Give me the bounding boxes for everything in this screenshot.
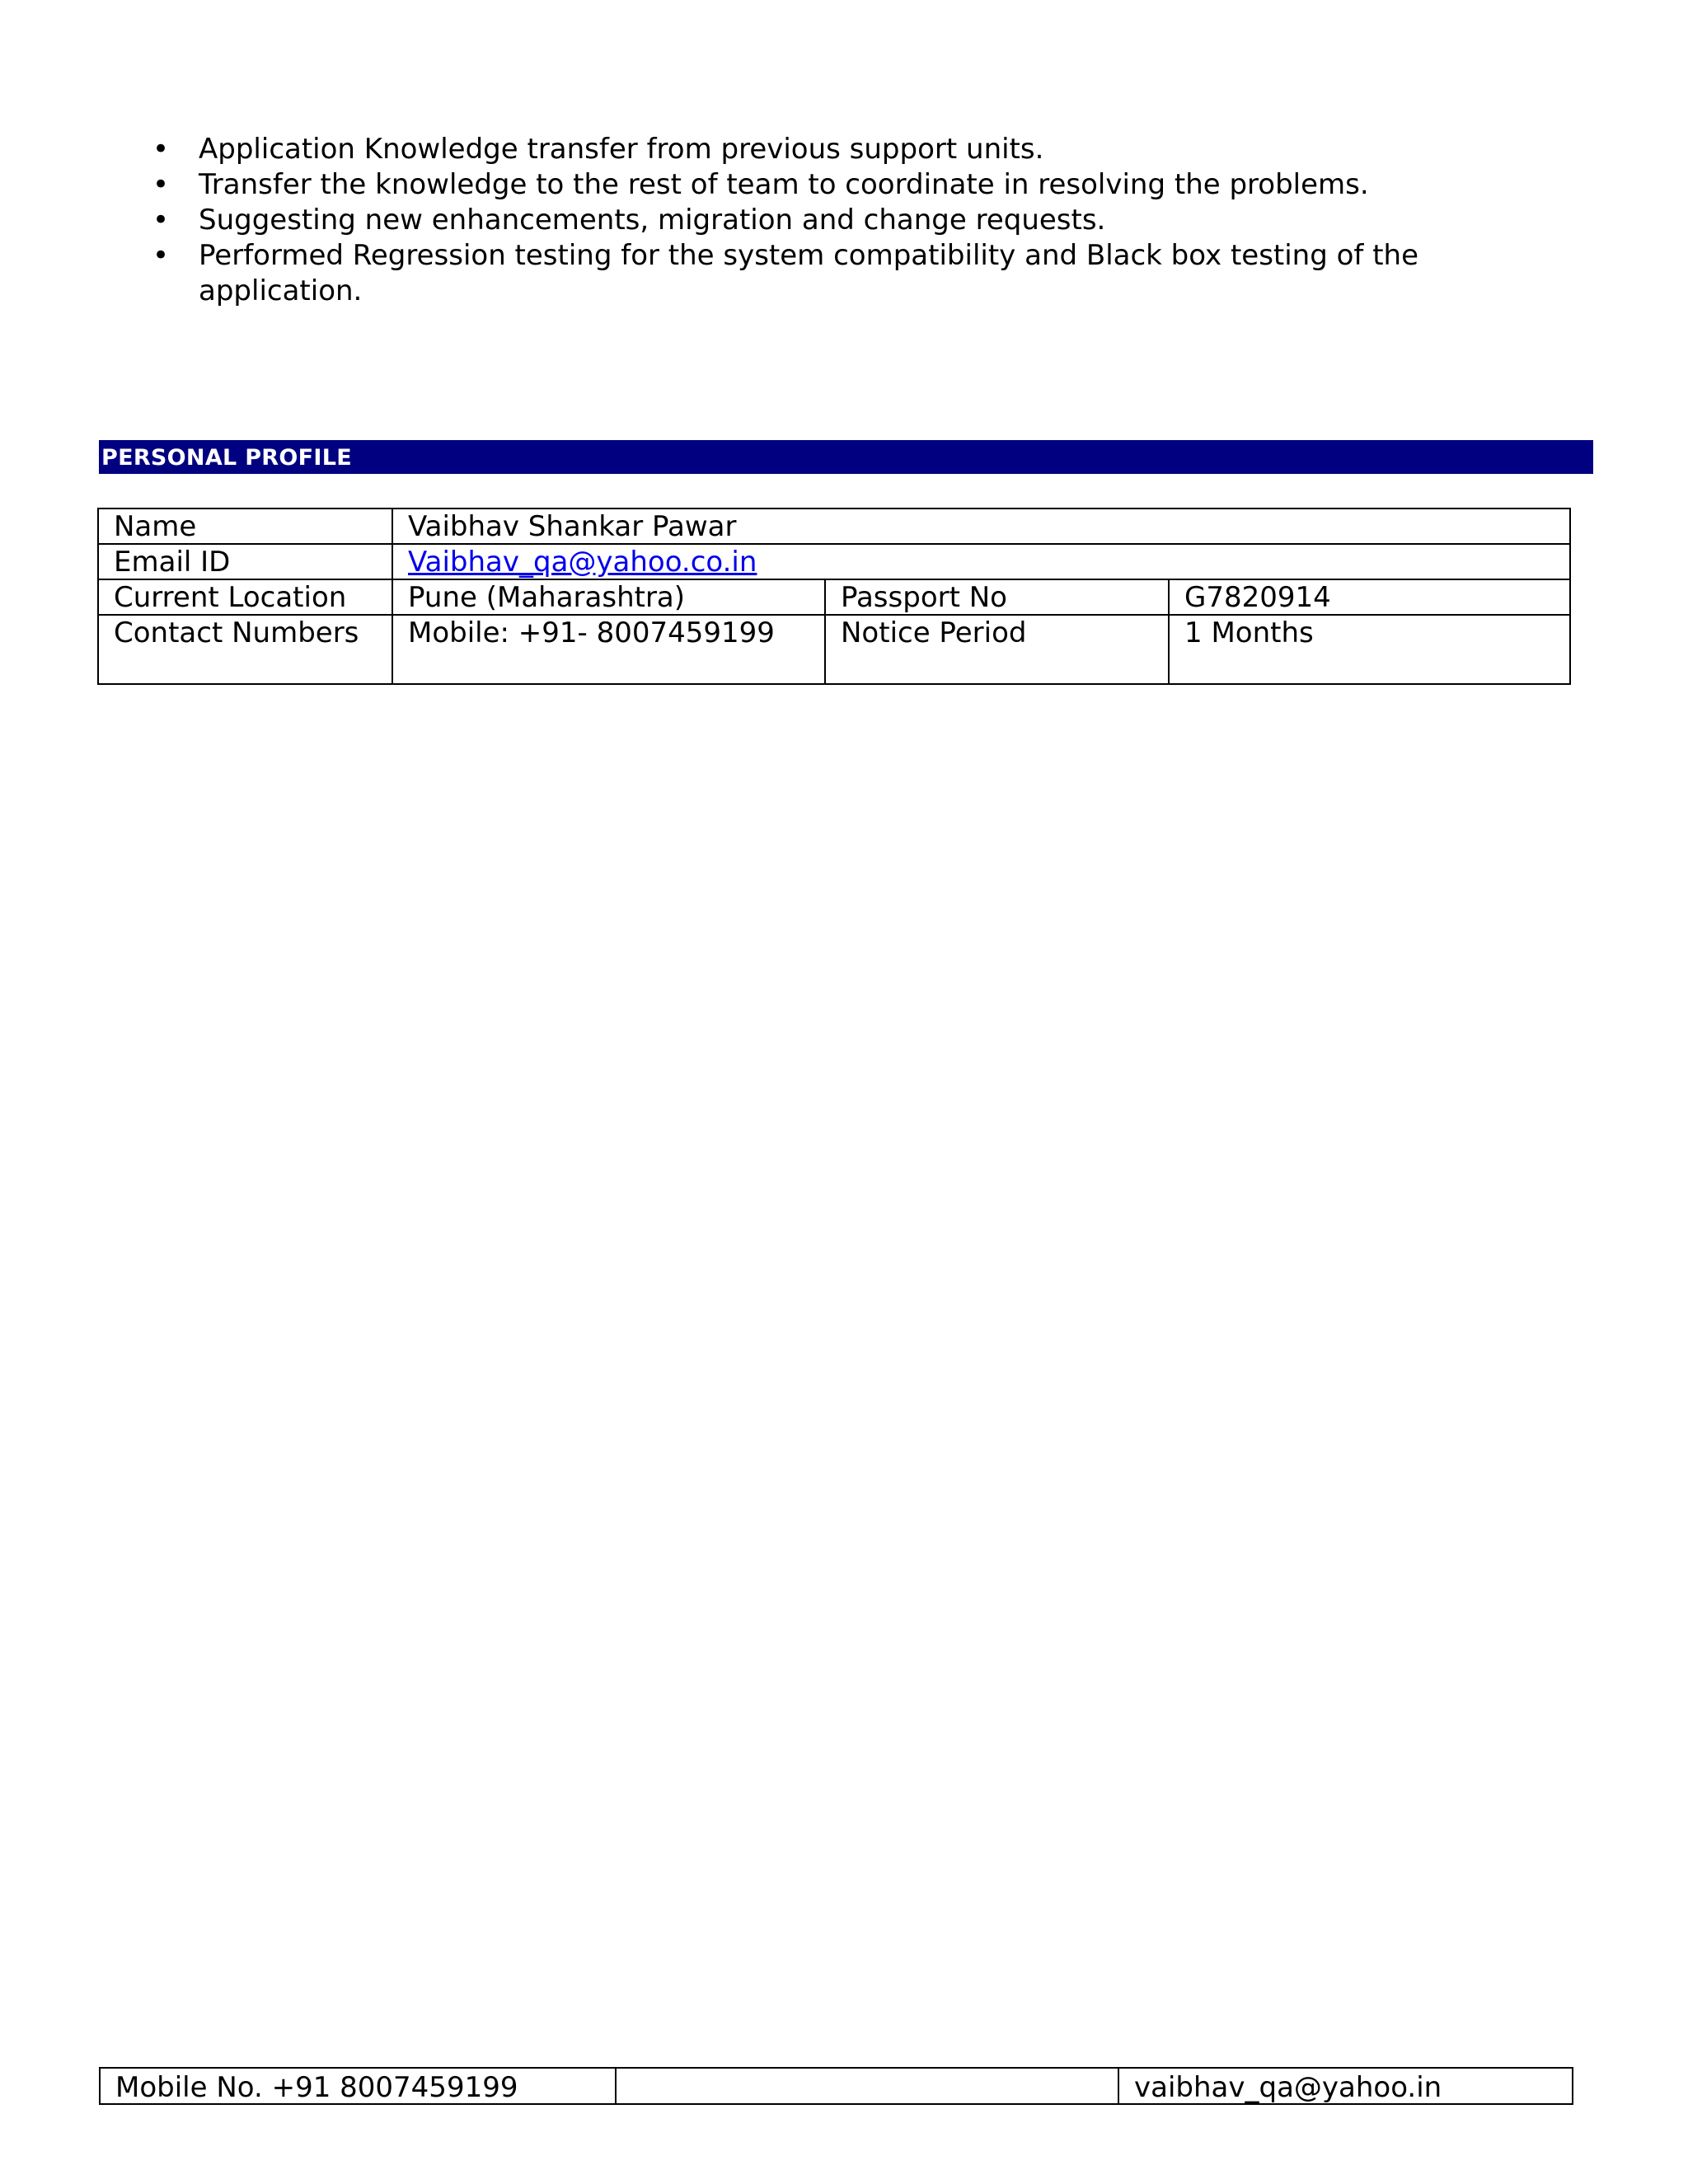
list-item-text-continued: application. xyxy=(199,274,363,307)
list-item-text: Performed Regression testing for the system compatibility and Black box testing of the xyxy=(199,239,1418,272)
table-row xyxy=(98,615,1570,684)
passport-label: Passport No xyxy=(825,579,1169,615)
footer-row xyxy=(100,2068,1573,2104)
notice-value: 1 Months xyxy=(1169,615,1570,684)
location-label: Current Location xyxy=(98,579,392,615)
location-value: Pune (Maharashtra) xyxy=(392,579,825,615)
footer-email: vaibhav_qa@yahoo.in xyxy=(1118,2068,1573,2104)
bullet-icon: • xyxy=(152,204,170,237)
passport-value: G7820914 xyxy=(1169,579,1570,615)
email-cell xyxy=(392,544,1570,579)
page-footer xyxy=(99,2067,1573,2105)
contact-label: Contact Numbers xyxy=(98,615,392,684)
personal-profile-table xyxy=(97,508,1571,685)
bullet-icon: • xyxy=(152,133,170,166)
email-link[interactable]: Vaibhav_qa@yahoo.co.in xyxy=(408,546,757,579)
table-row xyxy=(98,579,1570,615)
list-item xyxy=(0,203,1688,238)
table-row xyxy=(98,509,1570,544)
email-label: Email ID xyxy=(98,544,392,579)
bullet-icon: • xyxy=(152,239,170,272)
responsibilities-list xyxy=(0,132,1688,309)
personal-profile-heading: PERSONAL PROFILE xyxy=(99,440,1593,474)
footer-mobile: Mobile No. +91 8007459199 xyxy=(100,2068,616,2104)
footer-blank xyxy=(616,2068,1118,2104)
table-row xyxy=(98,544,1570,579)
list-item-text: Suggesting new enhancements, migration and change requests. xyxy=(199,204,1106,237)
notice-label: Notice Period xyxy=(825,615,1169,684)
list-item xyxy=(0,238,1688,309)
name-value: Vaibhav Shankar Pawar xyxy=(392,509,1570,544)
list-item-text: Transfer the knowledge to the rest of team to coordinate in resolving the problems. xyxy=(199,168,1369,201)
list-item xyxy=(0,167,1688,203)
name-label: Name xyxy=(98,509,392,544)
list-item-text: Application Knowledge transfer from previous support units. xyxy=(199,133,1044,166)
list-item xyxy=(0,132,1688,167)
contact-value: Mobile: +91- 8007459199 xyxy=(392,615,825,684)
bullet-icon: • xyxy=(152,168,170,201)
